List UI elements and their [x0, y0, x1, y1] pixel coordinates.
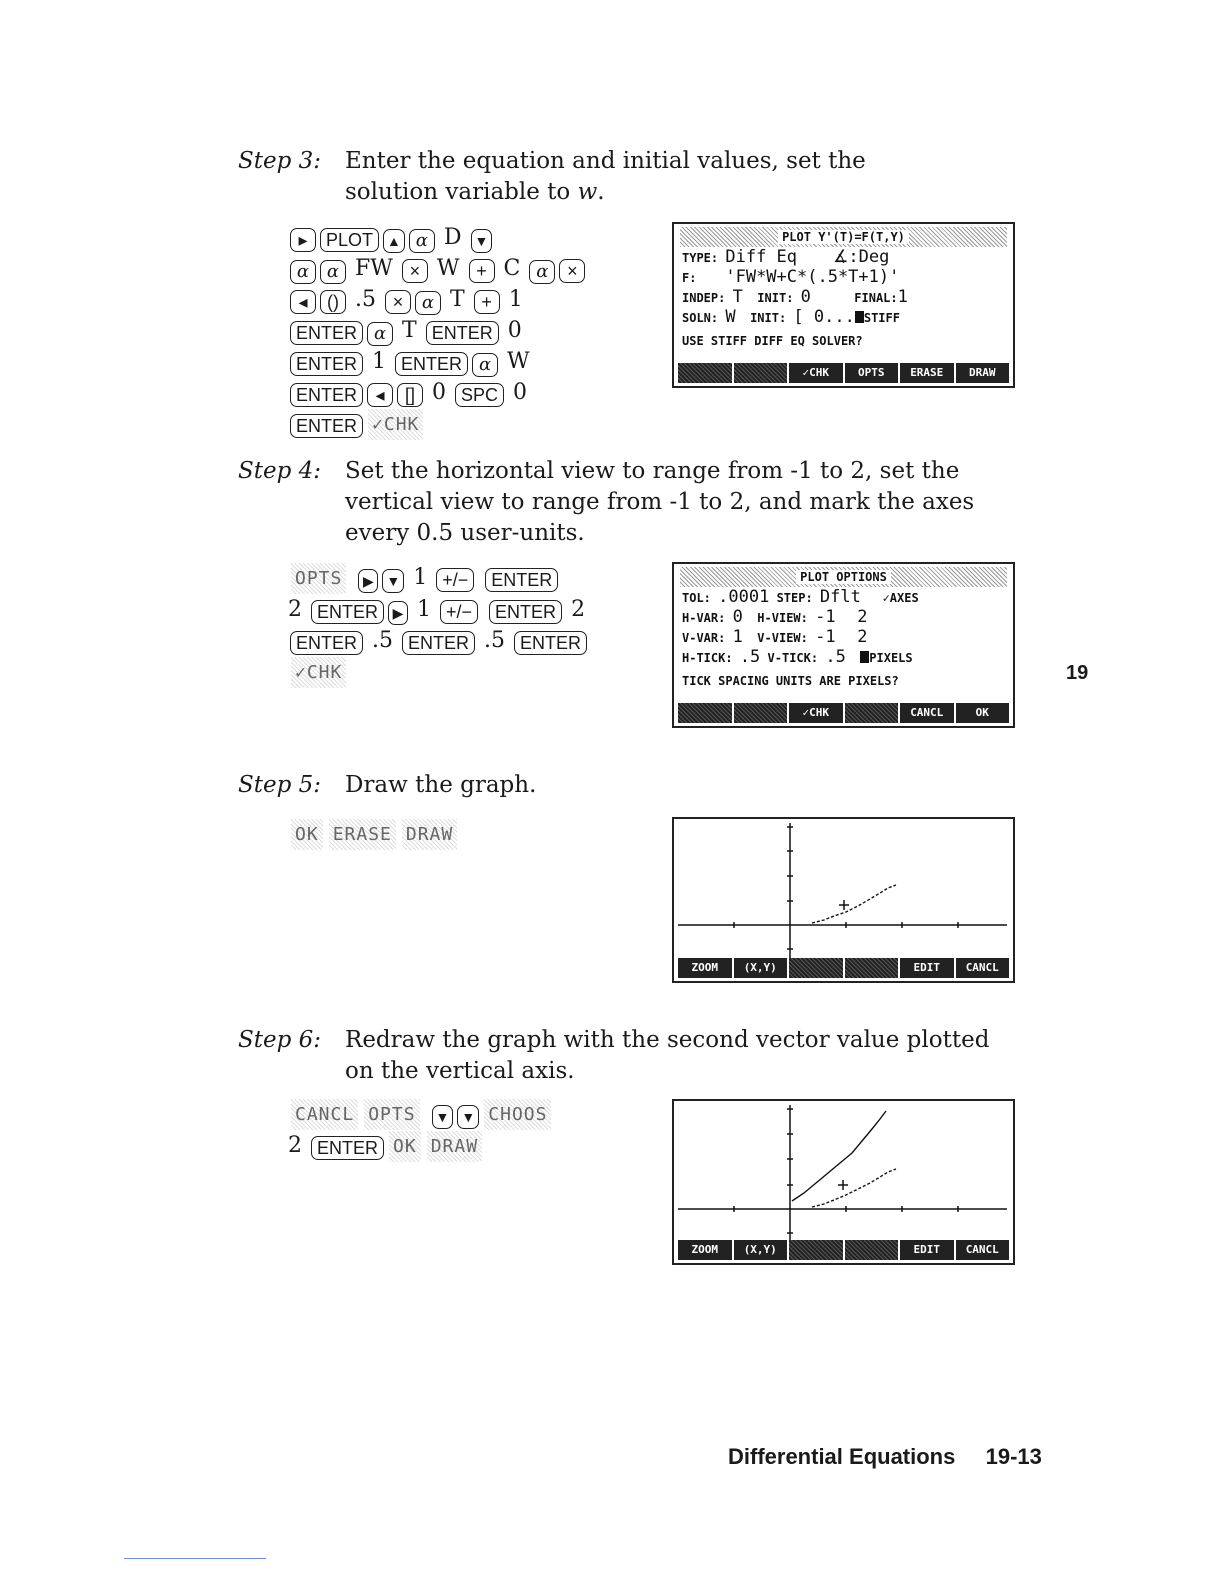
enter-key: ENTER — [290, 414, 363, 438]
bottom-rule — [124, 1558, 266, 1559]
menu-key-ok: OK — [956, 703, 1010, 723]
screen-line-soln: SOLN: W INIT: [ 0... STIFF — [682, 307, 900, 327]
keystroke-text: W — [436, 256, 460, 281]
menu-key-blank — [678, 363, 732, 383]
menu-key-chk: ✓CHK — [789, 703, 843, 723]
step-5-keystrokes — [288, 818, 460, 850]
keystroke-text: .5 — [484, 628, 506, 653]
screen-line-type: TYPE: Diff Eq ∡:Deg — [682, 247, 890, 267]
enter-key: ENTER — [290, 631, 363, 655]
change-sign-key: +/− — [436, 568, 474, 592]
graph-screen-2 — [672, 1099, 1015, 1265]
softkey-chk: ✓CHK — [291, 657, 346, 688]
keystroke-text: C — [503, 256, 521, 281]
menu-key-blank — [734, 703, 788, 723]
keystroke-text: .5 — [355, 287, 376, 312]
enter-key: ENTER — [290, 352, 363, 376]
menu-key-chk: ✓CHK — [789, 363, 843, 383]
step-4-keystrokes — [288, 562, 589, 688]
page-number: 19-13 — [985, 1444, 1042, 1469]
step-5-label: Step 5: — [238, 772, 322, 798]
keystroke-text: 2 — [571, 597, 586, 622]
chapter-tab: 19 — [1066, 662, 1089, 684]
right-arrow-key: ▶ — [388, 601, 408, 625]
softkey-ok: OK — [291, 819, 323, 850]
graph-menu — [678, 958, 1009, 978]
step-3-label: Step 3: — [238, 148, 322, 174]
softkey-draw: DRAW — [402, 819, 457, 850]
menu-key-blank — [678, 703, 732, 723]
softkey-ok: OK — [389, 1131, 421, 1162]
up-arrow-key: ▲ — [383, 229, 405, 253]
screen-line-hvar: H-VAR: 0 H-VIEW: -1 2 — [682, 607, 868, 627]
footer-title: Differential Equations — [728, 1444, 956, 1469]
times-key: × — [402, 259, 428, 283]
right-arrow-key: ▶ — [358, 569, 378, 593]
enter-key: ENTER — [311, 1136, 384, 1160]
menu-key-cancl: CANCL — [956, 958, 1010, 978]
alpha-key: α — [472, 353, 498, 377]
brackets-key: [] — [397, 383, 423, 407]
softkey-cancl: CANCL — [291, 1099, 358, 1130]
graph-2-plot — [674, 1101, 1013, 1263]
screen-line-function: F: 'FW*W+C*(.5*T+1)' — [682, 267, 900, 287]
keystroke-text: FW — [355, 256, 393, 281]
times-key: × — [385, 290, 411, 314]
down-arrow-key: ▼ — [432, 1105, 454, 1129]
screen-title: PLOT OPTIONS — [680, 567, 1007, 587]
enter-key: ENTER — [514, 631, 587, 655]
softkey-opts: OPTS — [364, 1099, 419, 1130]
menu-key-blank — [845, 1240, 899, 1260]
left-shift-key: ◂ — [367, 383, 393, 407]
enter-key: ENTER — [489, 600, 562, 624]
keystroke-text: 0 — [513, 380, 528, 405]
step-3-text: Enter the equation and initial values, set the solution variable to w. — [345, 148, 866, 205]
keystroke-text: D — [443, 225, 462, 250]
times-key: × — [559, 259, 585, 283]
keystroke-text: 1 — [413, 565, 428, 590]
alpha-key: α — [367, 322, 393, 346]
enter-key: ENTER — [311, 600, 384, 624]
down-arrow-key: ▼ — [382, 569, 404, 593]
screen-line-indep: INDEP: T INIT: 0 FINAL:1 — [682, 287, 908, 307]
calculator-screen-plot-options — [672, 562, 1015, 728]
menu-key-xy: (X,Y) — [734, 958, 788, 978]
menu-key-blank — [734, 363, 788, 383]
graph-screen-1 — [672, 817, 1015, 983]
keystroke-text: 0 — [507, 318, 522, 343]
left-shift-key: ◂ — [290, 290, 316, 314]
plus-key: + — [469, 259, 495, 283]
screen-line-vvar: V-VAR: 1 V-VIEW: -1 2 — [682, 627, 868, 647]
menu-key-blank — [845, 958, 899, 978]
plus-key: + — [474, 290, 500, 314]
alpha-key: α — [320, 260, 346, 284]
alpha-key: α — [409, 229, 435, 253]
keystroke-text: W — [507, 349, 530, 374]
keystroke-text: 1 — [417, 597, 432, 622]
keystroke-text: T — [450, 287, 465, 312]
enter-key: ENTER — [290, 321, 363, 345]
softkey-draw: DRAW — [427, 1131, 482, 1162]
softkey-choos: CHOOS — [484, 1099, 551, 1130]
keystroke-text: 2 — [288, 1133, 302, 1158]
menu-key-cancl: CANCL — [900, 703, 954, 723]
enter-key: ENTER — [395, 352, 468, 376]
step-4-text: Set the horizontal view to range from -1 to 2, set the vertical view to range from -1 to 2, and mark the axes every 0.5 user-units. — [345, 458, 975, 546]
footer — [728, 1444, 1042, 1470]
right-shift-key: ▸ — [290, 228, 316, 252]
keystroke-text: 1 — [508, 287, 523, 312]
step-6-keystrokes — [288, 1098, 554, 1162]
step-3-keystrokes — [288, 222, 587, 440]
step-6-label: Step 6: — [238, 1027, 322, 1053]
space-key: SPC — [455, 383, 504, 407]
menu-key-blank — [789, 958, 843, 978]
menu-key-blank — [789, 1240, 843, 1260]
alpha-key: α — [290, 260, 316, 284]
softkey-opts: OPTS — [291, 563, 346, 594]
screen-menu — [678, 703, 1009, 723]
menu-key-erase: ERASE — [900, 363, 954, 383]
screen-line-tick: H-TICK: .5 V-TICK: .5 PIXELS — [682, 647, 913, 667]
menu-key-blank — [845, 703, 899, 723]
enter-key: ENTER — [485, 568, 558, 592]
enter-key: ENTER — [426, 321, 499, 345]
keystroke-text: 0 — [432, 380, 447, 405]
screen-menu — [678, 363, 1009, 383]
menu-key-zoom: ZOOM — [678, 958, 732, 978]
graph-1-plot — [674, 819, 1013, 981]
down-arrow-key: ▼ — [457, 1105, 479, 1129]
softkey-erase: ERASE — [329, 819, 396, 850]
plot-key: PLOT — [320, 228, 379, 252]
screen-line-tol: TOL: .0001 STEP: Dflt ✓AXES — [682, 587, 919, 607]
screen-prompt: USE STIFF DIFF EQ SOLVER? — [682, 334, 863, 348]
enter-key: ENTER — [290, 383, 363, 407]
step-4-label: Step 4: — [238, 458, 322, 484]
keystroke-text: 2 — [288, 597, 302, 622]
parens-key: () — [320, 290, 346, 314]
alpha-key: α — [529, 260, 555, 284]
enter-key: ENTER — [402, 631, 475, 655]
graph-menu — [678, 1240, 1009, 1260]
menu-key-edit: EDIT — [900, 1240, 954, 1260]
softkey-chk: ✓CHK — [368, 409, 423, 440]
keystroke-text: T — [402, 318, 417, 343]
screen-prompt: TICK SPACING UNITS ARE PIXELS? — [682, 674, 899, 688]
down-arrow-key: ▼ — [471, 229, 493, 253]
change-sign-key: +/− — [440, 600, 478, 624]
menu-key-draw: DRAW — [956, 363, 1010, 383]
menu-key-cancl: CANCL — [956, 1240, 1010, 1260]
keystroke-text: 1 — [372, 349, 387, 374]
menu-key-opts: OPTS — [845, 363, 899, 383]
menu-key-xy: (X,Y) — [734, 1240, 788, 1260]
step-5-text: Draw the graph. — [345, 772, 537, 798]
alpha-key: α — [415, 291, 441, 315]
calculator-screen-plot — [672, 222, 1015, 388]
screen-title: PLOT Y'(T)=F(T,Y) — [680, 227, 1007, 247]
menu-key-zoom: ZOOM — [678, 1240, 732, 1260]
step-6-text: Redraw the graph with the second vector value plotted on the vertical axis. — [345, 1027, 990, 1084]
menu-key-edit: EDIT — [900, 958, 954, 978]
keystroke-text: .5 — [372, 628, 394, 653]
